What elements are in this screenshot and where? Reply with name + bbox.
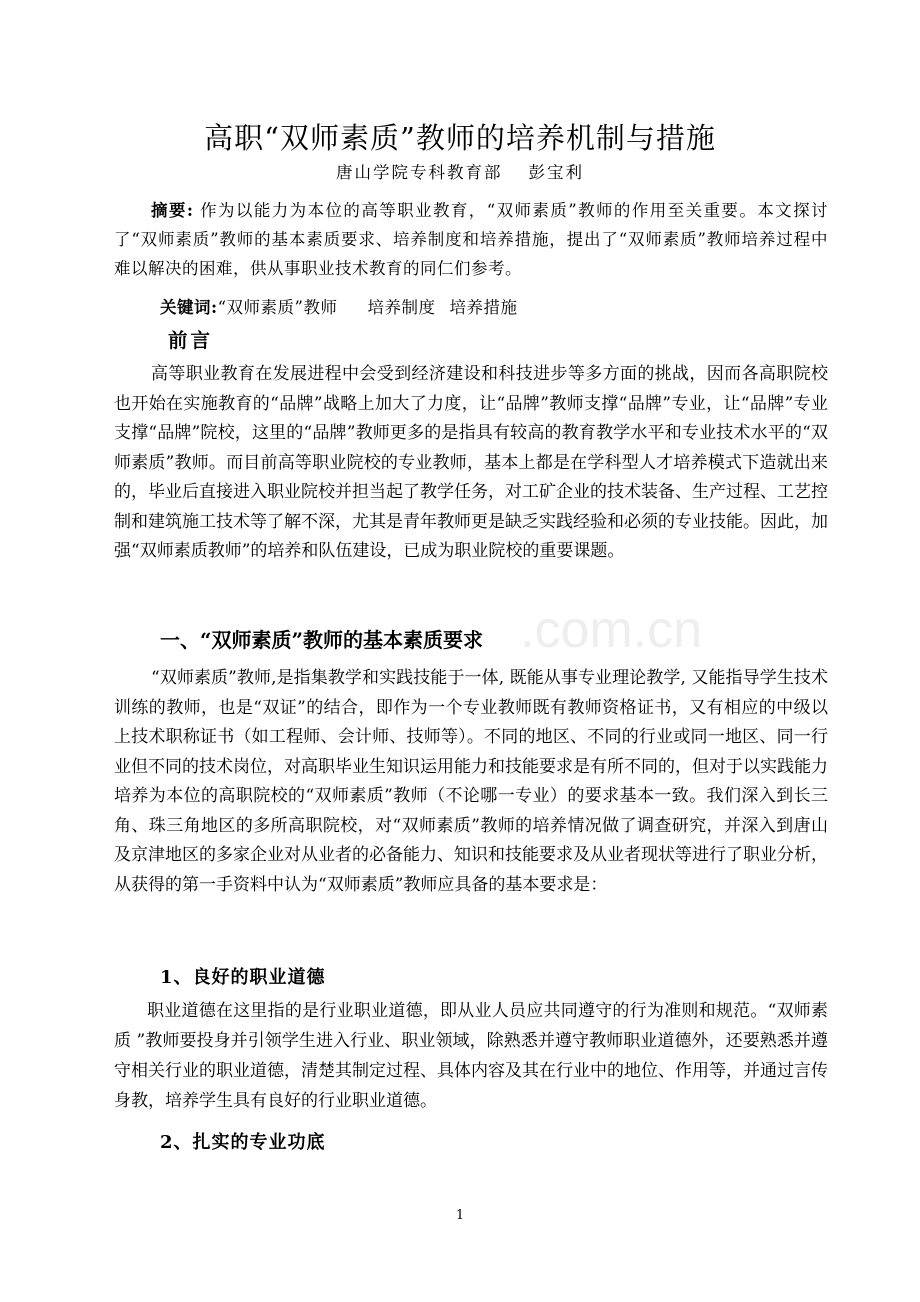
author-name: 彭宝利 — [528, 163, 584, 182]
abstract-label: 摘要: — [151, 201, 194, 220]
paragraph-subsection-1: 职业道德在这里指的是行业职业道德，即从业人员应共同遵守的行为准则和规范。“双师素质 ”教师要投身并引领学生进入行业、职业领域，除熟悉并遵守教师职业道德外，还要熟悉并遵守相关行业的职业道德，清楚其制定过程、具体内容及其在行业中的地位、作用等，并通过言传身教，培养学生具有良好的行业职业道德。 — [114, 1001, 828, 1111]
keyword-item: 培养制度 — [367, 298, 436, 317]
keywords — [160, 293, 874, 323]
abstract — [114, 196, 828, 283]
keyword-item: “双师素质”教师 — [217, 298, 338, 317]
paragraph-section-1: “双师素质”教师,是指集教学和实践技能于一体, 既能从事专业理论教学, 又能指导学生技术训练的教师，也是“双证”的结合，即作为一个专业教师既有教师资格证书，又有相应的中级以上技术职称证书（如工程师、会计师、技师等）。不同的地区、不同的行业或同一地区、同一行业但不同的技术岗位，对高职毕业生知识运用能力和技能要求是有所不同的，但对于以实践能力培养为本位的高职院校的“双师素质”教师（不论哪一专业）的要求基本一致。我们深入到长三角、珠三角地区的多所高职院校，对“双师素质”教师的培养情况做了调查研究，并深入到唐山及京津地区的多家企业对从业者的必备能力、知识和技能要求及从业者现状等进行了职业分析，从获得的第一手资料中认为“双师素质”教师应具备的基本要求是： — [114, 668, 828, 895]
abstract-text: 作为以能力为本位的高等职业教育，“双师素质”教师的作用至关重要。本文探讨了“双师素质”教师的基本素质要求、培养制度和培养措施，提出了“双师素质”教师培养过程中难以解决的困难，供从事职业技术教育的同仁们参考。 — [114, 201, 828, 278]
document-title: 高职“双师素质”教师的培养机制与措施 — [204, 121, 716, 155]
keywords-label: 关键词: — [160, 298, 218, 317]
keyword-item: 培养措施 — [449, 298, 518, 317]
paragraph-preface: 高等职业教育在发展进程中会受到经济建设和科技进步等多方面的挑战，因而各高职院校也开始在实施教育的“品牌”战略上加大了力度，让“品牌”教师支撑“品牌”专业，让“品牌”专业支撑“品牌”院校，这里的“品牌”教师更多的是指具有较高的教育教学水平和专业技术水平的“双师素质”教师。而目前高等职业院校的专业教师，基本上都是在学科型人才培养模式下造就出来的，毕业后直接进入职业院校并担当起了教学任务，对工矿企业的技术装备、生产过程、工艺控制和建筑施工技术等了解不深，尤其是青年教师更是缺乏实践经验和必须的专业技能。因此，加强“双师素质教师”的培养和队伍建设，已成为职业院校的重要课题。 — [114, 364, 828, 561]
watermark: .com.cn — [520, 601, 703, 659]
subheading-1: 1、良好的职业道德 — [160, 967, 326, 988]
page-number: 1 — [455, 1208, 465, 1223]
preface-heading: 前言 — [168, 329, 214, 352]
section-heading-1: 一、“双师素质”教师的基本素质要求 — [160, 628, 484, 652]
author-line — [0, 160, 920, 186]
subheading-2: 2、扎实的专业功底 — [160, 1132, 326, 1153]
author-affiliation: 唐山学院专科教育部 — [336, 163, 503, 182]
